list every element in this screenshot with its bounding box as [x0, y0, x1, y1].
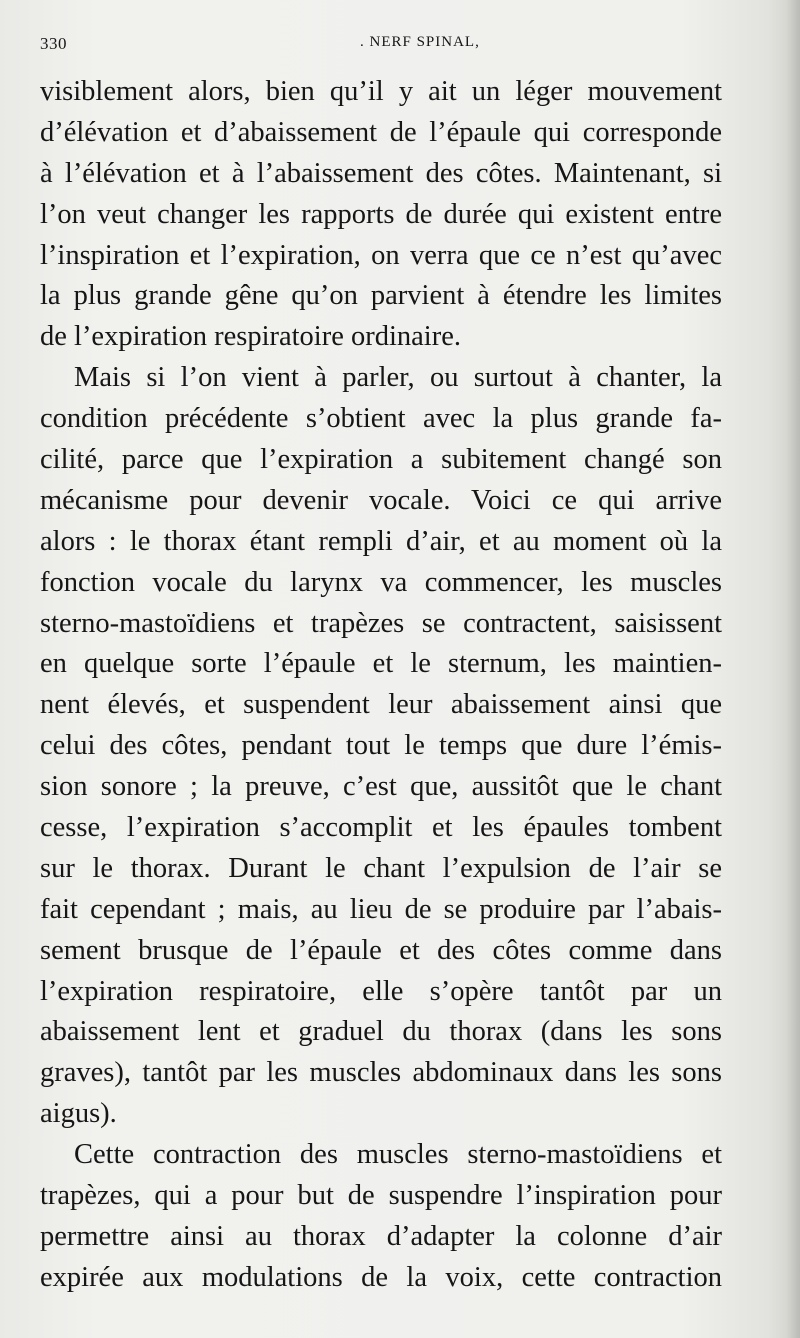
text-line: celui des côtes, pendant tout le temps que dure l’émis-	[40, 730, 722, 762]
text-line: cilité, parce que l’expiration a subitement changé son	[40, 444, 722, 476]
text-line: l’expiration respiratoire, elle s’opère tantôt par un	[40, 975, 722, 1007]
text-line: la plus grande gêne qu’on parvient à étendre les limites	[40, 280, 722, 312]
text-line: sement brusque de l’épaule et des côtes comme dans	[40, 934, 722, 966]
text-line: en quelque sorte l’épaule et le sternum, les maintien-	[40, 648, 722, 680]
text-line: sion sonore ; la preuve, c’est que, aussitôt que le chant	[40, 771, 722, 803]
body-text	[40, 72, 722, 1299]
text-line: l’inspiration et l’expiration, on verra que ce n’est qu’avec	[40, 239, 722, 271]
text-line: mécanisme pour devenir vocale. Voici ce qui arrive	[40, 484, 722, 516]
paragraph-start-line: Cette contraction des muscles sterno-mastoïdiens et	[74, 1139, 722, 1171]
text-line: graves), tantôt par les muscles abdominaux dans les sons	[40, 1057, 722, 1089]
text-line: expirée aux modulations de la voix, cette contraction	[40, 1261, 722, 1293]
text-line: visiblement alors, bien qu’il y ait un léger mouvement	[40, 76, 722, 107]
text-line: abaissement lent et graduel du thorax (dans les sons	[40, 1016, 722, 1048]
text-line: fait cependant ; mais, au lieu de se produire par l’abais-	[40, 893, 722, 925]
running-title: . NERF SPINAL,	[360, 34, 480, 50]
text-line: à l’élévation et à l’abaissement des côtes. Maintenant, si	[40, 157, 722, 189]
text-line: aigus).	[40, 1098, 117, 1130]
text-line: fonction vocale du larynx va commencer, les muscles	[40, 566, 722, 598]
page-header	[40, 34, 720, 58]
page-number: 330	[40, 34, 67, 53]
text-line: condition précédente s’obtient avec la plus grande fa-	[40, 403, 722, 435]
text-line: sterno-mastoïdiens et trapèzes se contractent, saisissent	[40, 607, 722, 639]
text-line: cesse, l’expiration s’accomplit et les épaules tombent	[40, 812, 722, 844]
text-line: alors : le thorax étant rempli d’air, et au moment où la	[40, 525, 722, 557]
text-line: nent élevés, et suspendent leur abaissement ainsi que	[40, 689, 722, 721]
text-line: l’on veut changer les rapports de durée qui existent entre	[40, 198, 722, 230]
text-line: sur le thorax. Durant le chant l’expulsion de l’air se	[40, 852, 722, 884]
text-line: d’élévation et d’abaissement de l’épaule qui corresponde	[40, 116, 722, 148]
text-line: permettre ainsi au thorax d’adapter la colonne d’air	[40, 1220, 722, 1252]
text-line: de l’expiration respiratoire ordinaire.	[40, 321, 461, 353]
page-edge-shadow	[786, 0, 800, 1338]
paragraph-start-line: Mais si l’on vient à parler, ou surtout à chanter, la	[74, 362, 722, 394]
text-line: trapèzes, qui a pour but de suspendre l’inspiration pour	[40, 1180, 722, 1212]
